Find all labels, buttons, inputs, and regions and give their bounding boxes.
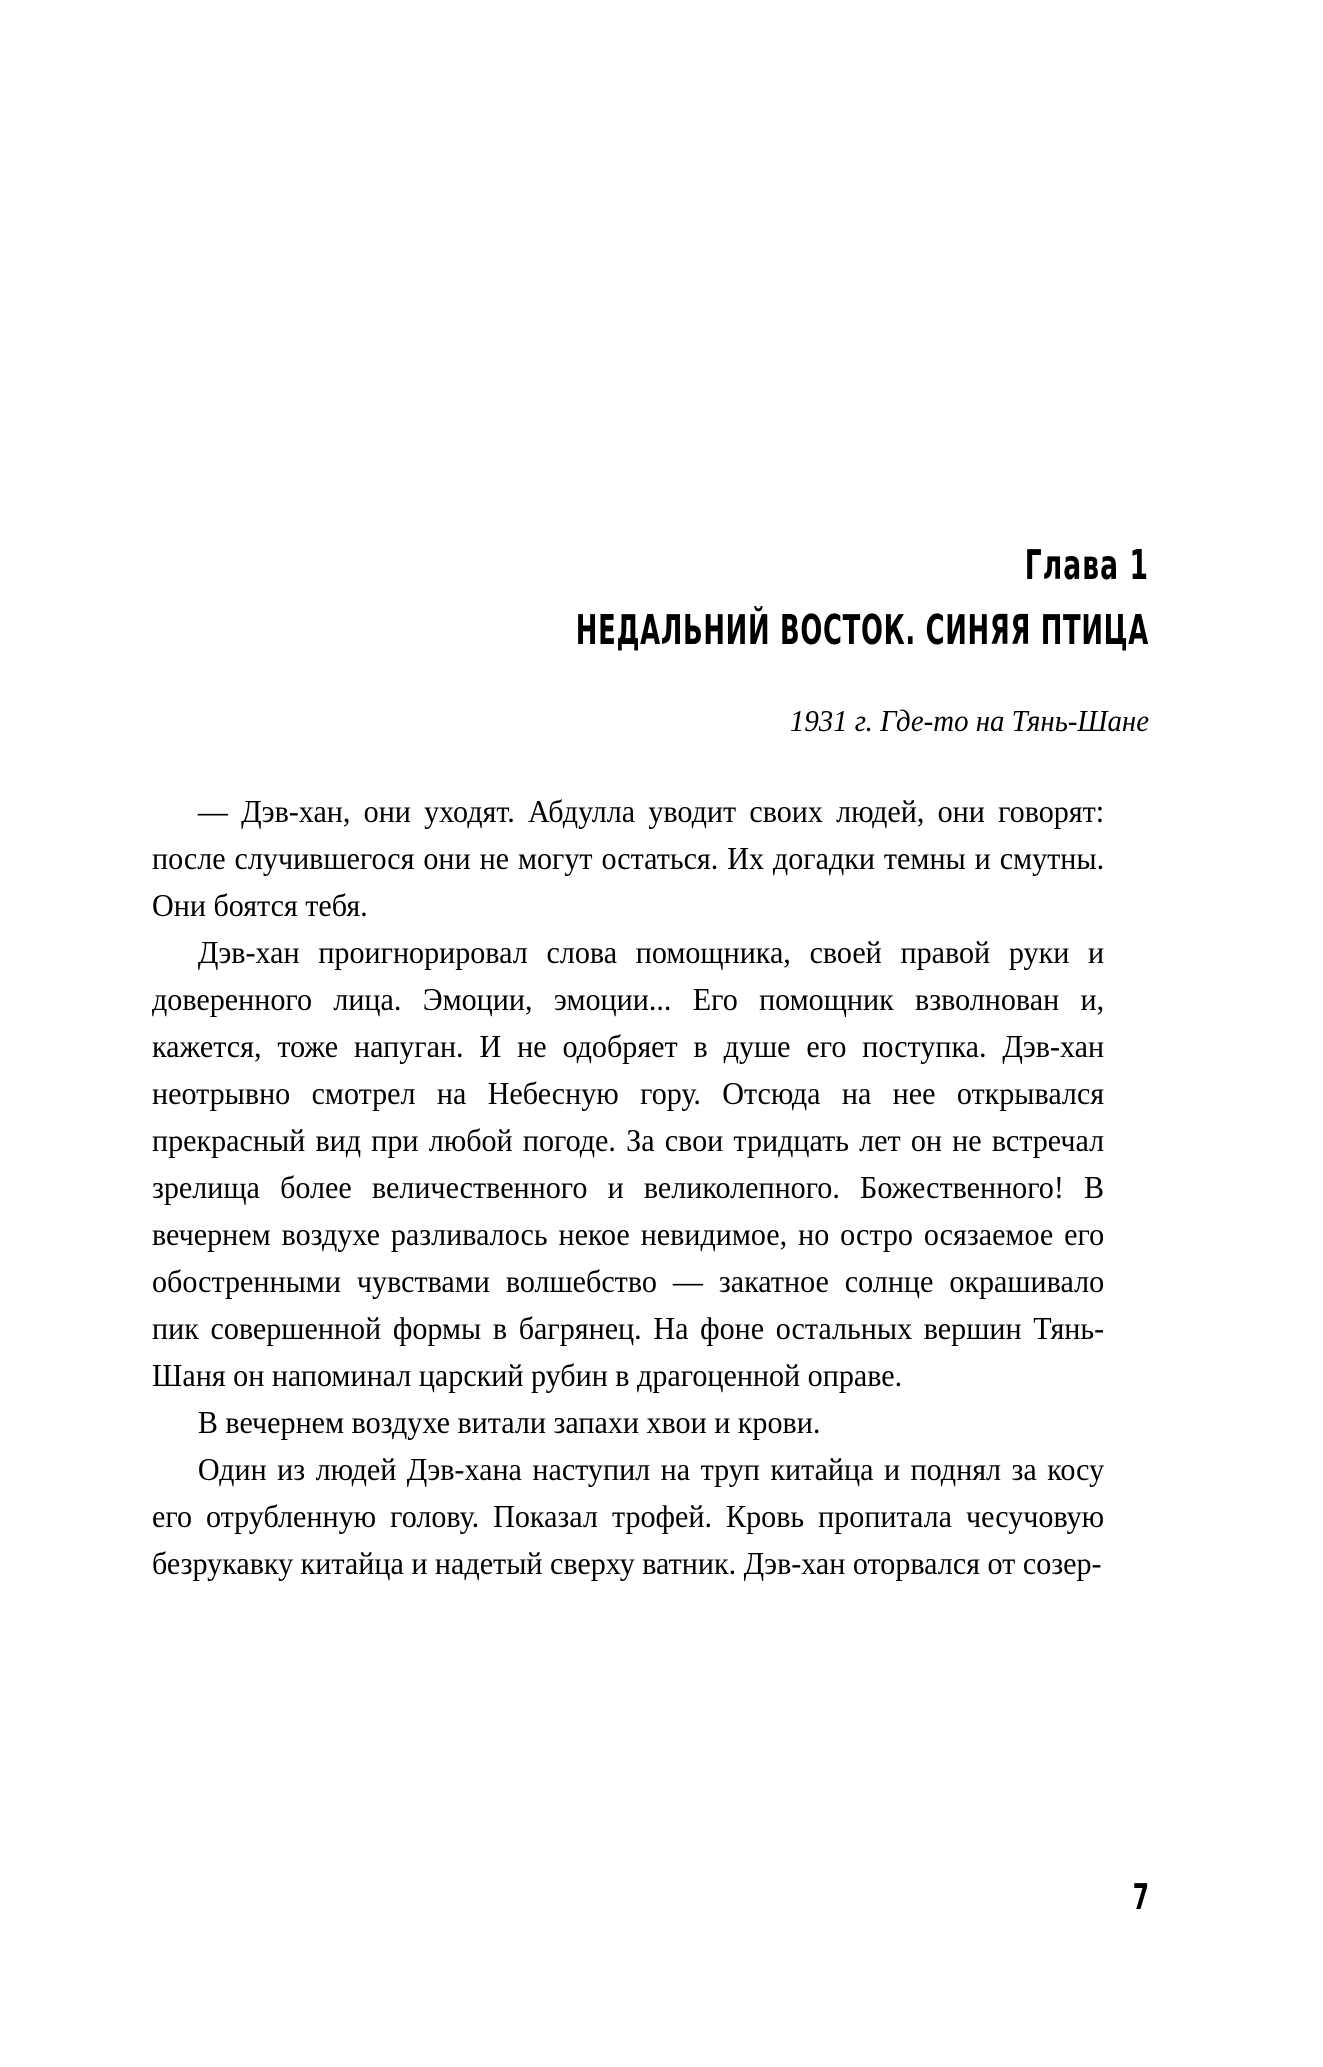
- body-text: [152, 788, 1149, 1587]
- chapter-title: НЕДАЛЬНИЙ ВОСТОК. СИНЯЯ ПТИЦА: [575, 606, 1149, 654]
- paragraph: Дэв-хан проигнорировал слова помощника, своей правой руки и доверенного лица. Эмоции, эмоции... Его помощник взволнован и, кажется, тоже напуган. И не одобряет в душе его поступка. Дэв-хан неотрывно смотрел на Небесную гору. Отсюда на нее открывался прекрасный вид при любой погоде. За свои тридцать лет он не встречал зрелища более величественного и великолепного. Божественного! В вечернем воздухе разливалось некое невидимое, но остро осязаемое его обостренными чувствами волшебство — закатное солнце окрашивало пик совершенной формы в багрянец. На фоне остальных вершин Тянь-Шаня он напоминал царский рубин в драгоценной оправе.: [152, 935, 1105, 1393]
- chapter-heading-block: [152, 0, 1149, 654]
- dateline: 1931 г. Где-то на Тянь-Шане: [789, 703, 1149, 738]
- chapter-number: Глава 1: [1024, 541, 1149, 589]
- paragraph: Один из людей Дэв-хана наступил на труп китайца и поднял за косу его отрубленную голову. Показал трофей. Кровь пропитала чесучовую безрукавку китайца и надетый сверху ватник. Дэв-хан оторвался от созер-: [152, 1452, 1105, 1581]
- paragraph: — Дэв-хан, они уходят. Абдулла уводит своих людей, они говорят: после случившегося они не могут остаться. Их догадки темны и смутны. Они боятся тебя.: [152, 794, 1105, 923]
- paragraph: В вечернем воздухе витали запахи хвои и крови.: [197, 1405, 821, 1440]
- page-content: [152, 0, 1149, 1587]
- page-number: 7: [1132, 1877, 1149, 1918]
